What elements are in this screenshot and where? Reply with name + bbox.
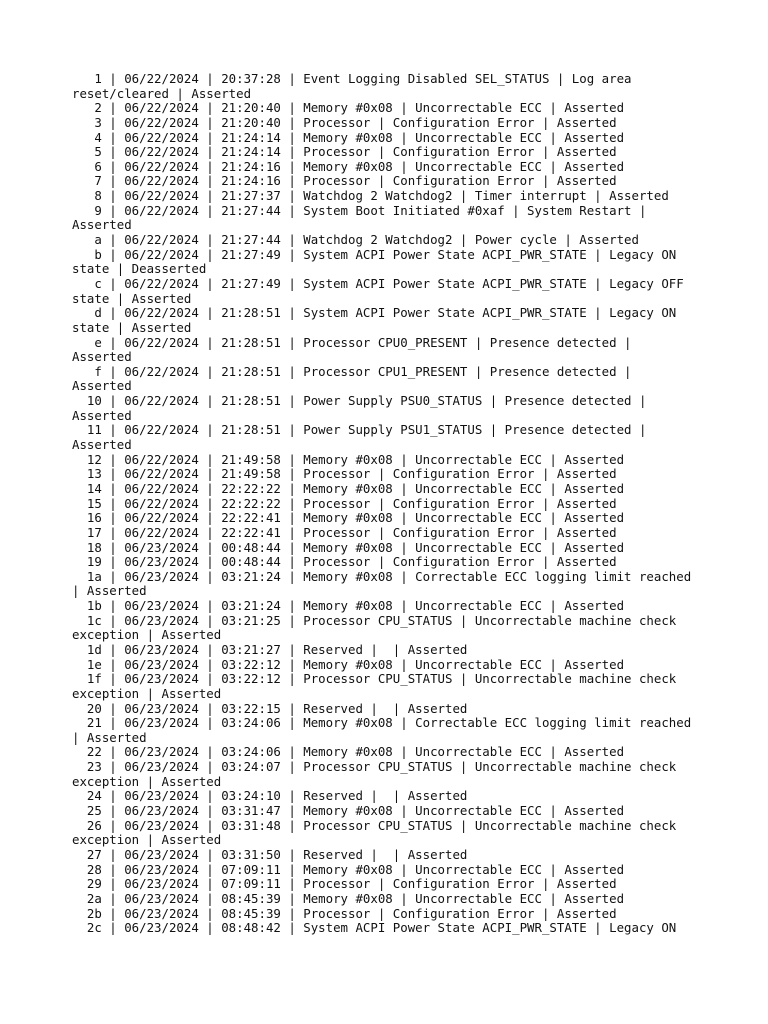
- log-line: 1f | 06/23/2024 | 03:22:12 | Processor CPU_STATUS | Uncorrectable machine check: [72, 671, 677, 687]
- log-line: 13 | 06/22/2024 | 21:49:58 | Processor | Configuration Error | Asserted: [72, 466, 617, 482]
- log-line: reset/cleared | Asserted: [72, 85, 252, 101]
- log-line: e | 06/22/2024 | 21:28:51 | Processor CPU0_PRESENT | Presence detected |: [72, 334, 632, 350]
- log-line: exception | Asserted: [72, 773, 222, 789]
- log-line: f | 06/22/2024 | 21:28:51 | Processor CPU1_PRESENT | Presence detected |: [72, 363, 632, 379]
- log-line: 23 | 06/23/2024 | 03:24:07 | Processor CPU_STATUS | Uncorrectable machine check: [72, 759, 677, 775]
- log-line: 10 | 06/22/2024 | 21:28:51 | Power Supply PSU0_STATUS | Presence detected |: [72, 393, 647, 409]
- log-line: Asserted: [72, 217, 132, 233]
- log-line: Asserted: [72, 437, 132, 453]
- log-line: 19 | 06/23/2024 | 00:48:44 | Processor | Configuration Error | Asserted: [72, 554, 617, 570]
- log-line: 20 | 06/23/2024 | 03:22:15 | Reserved | | Asserted: [72, 700, 468, 716]
- log-line: 25 | 06/23/2024 | 03:31:47 | Memory #0x08 | Uncorrectable ECC | Asserted: [72, 803, 625, 819]
- log-line: exception | Asserted: [72, 627, 222, 643]
- log-line: exception | Asserted: [72, 832, 222, 848]
- log-line: 26 | 06/23/2024 | 03:31:48 | Processor CPU_STATUS | Uncorrectable machine check: [72, 817, 677, 833]
- log-line: state | Asserted: [72, 290, 192, 306]
- log-line: 1a | 06/23/2024 | 03:21:24 | Memory #0x08 | Correctable ECC logging limit reached: [72, 568, 692, 584]
- log-line: 9 | 06/22/2024 | 21:27:44 | System Boot Initiated #0xaf | System Restart |: [72, 202, 647, 218]
- log-line: 1e | 06/23/2024 | 03:22:12 | Memory #0x08 | Uncorrectable ECC | Asserted: [72, 656, 625, 672]
- log-line: 1d | 06/23/2024 | 03:21:27 | Reserved | | Asserted: [72, 641, 468, 657]
- log-line: 4 | 06/22/2024 | 21:24:14 | Memory #0x08 | Uncorrectable ECC | Asserted: [72, 129, 625, 145]
- log-line: 1b | 06/23/2024 | 03:21:24 | Memory #0x08 | Uncorrectable ECC | Asserted: [72, 598, 625, 614]
- log-line: 1c | 06/23/2024 | 03:21:25 | Processor CPU_STATUS | Uncorrectable machine check: [72, 612, 677, 628]
- log-line: Asserted: [72, 378, 132, 394]
- log-line: c | 06/22/2024 | 21:27:49 | System ACPI Power State ACPI_PWR_STATE | Legacy OFF: [72, 275, 684, 291]
- log-line: exception | Asserted: [72, 685, 222, 701]
- log-line: 2b | 06/23/2024 | 08:45:39 | Processor | Configuration Error | Asserted: [72, 905, 617, 921]
- log-line: 8 | 06/22/2024 | 21:27:37 | Watchdog 2 Watchdog2 | Timer interrupt | Asserted: [72, 188, 669, 204]
- log-line: 1 | 06/22/2024 | 20:37:28 | Event Logging Disabled SEL_STATUS | Log area: [72, 71, 632, 86]
- log-line: b | 06/22/2024 | 21:27:49 | System ACPI Power State ACPI_PWR_STATE | Legacy ON: [72, 246, 677, 262]
- log-line: | Asserted: [72, 729, 147, 745]
- log-line: 3 | 06/22/2024 | 21:20:40 | Processor | Configuration Error | Asserted: [72, 114, 617, 130]
- log-line: | Asserted: [72, 583, 147, 599]
- log-line: 6 | 06/22/2024 | 21:24:16 | Memory #0x08 | Uncorrectable ECC | Asserted: [72, 158, 625, 174]
- log-line: 15 | 06/22/2024 | 22:22:22 | Processor | Configuration Error | Asserted: [72, 495, 617, 511]
- log-line: Asserted: [72, 349, 132, 365]
- log-line: 2c | 06/23/2024 | 08:48:42 | System ACPI Power State ACPI_PWR_STATE | Legacy ON: [72, 920, 677, 936]
- log-line: 14 | 06/22/2024 | 22:22:22 | Memory #0x08 | Uncorrectable ECC | Asserted: [72, 480, 625, 496]
- log-line: 28 | 06/23/2024 | 07:09:11 | Memory #0x08 | Uncorrectable ECC | Asserted: [72, 861, 625, 877]
- log-line: d | 06/22/2024 | 21:28:51 | System ACPI Power State ACPI_PWR_STATE | Legacy ON: [72, 305, 677, 321]
- log-line: 29 | 06/23/2024 | 07:09:11 | Processor | Configuration Error | Asserted: [72, 876, 617, 892]
- log-line: 22 | 06/23/2024 | 03:24:06 | Memory #0x08 | Uncorrectable ECC | Asserted: [72, 744, 625, 760]
- log-line: 21 | 06/23/2024 | 03:24:06 | Memory #0x08 | Correctable ECC logging limit reached: [72, 715, 692, 731]
- log-line: 16 | 06/22/2024 | 22:22:41 | Memory #0x08 | Uncorrectable ECC | Asserted: [72, 510, 625, 526]
- log-line: 11 | 06/22/2024 | 21:28:51 | Power Supply PSU1_STATUS | Presence detected |: [72, 422, 647, 438]
- log-line: 7 | 06/22/2024 | 21:24:16 | Processor | Configuration Error | Asserted: [72, 173, 617, 189]
- log-line: 5 | 06/22/2024 | 21:24:14 | Processor | Configuration Error | Asserted: [72, 144, 617, 160]
- log-line: a | 06/22/2024 | 21:27:44 | Watchdog 2 Watchdog2 | Power cycle | Asserted: [72, 232, 639, 248]
- log-line: 2a | 06/23/2024 | 08:45:39 | Memory #0x08 | Uncorrectable ECC | Asserted: [72, 890, 625, 906]
- log-line: 24 | 06/23/2024 | 03:24:10 | Reserved | | Asserted: [72, 788, 468, 804]
- log-line: state | Asserted: [72, 319, 192, 335]
- log-line: 2 | 06/22/2024 | 21:20:40 | Memory #0x08 | Uncorrectable ECC | Asserted: [72, 100, 625, 116]
- sel-event-log: [72, 72, 712, 936]
- log-line: 12 | 06/22/2024 | 21:49:58 | Memory #0x08 | Uncorrectable ECC | Asserted: [72, 451, 625, 467]
- log-line: state | Deasserted: [72, 261, 207, 277]
- log-line: Asserted: [72, 407, 132, 423]
- log-line: 17 | 06/22/2024 | 22:22:41 | Processor | Configuration Error | Asserted: [72, 524, 617, 540]
- log-line: 27 | 06/23/2024 | 03:31:50 | Reserved | | Asserted: [72, 846, 468, 862]
- log-line: 18 | 06/23/2024 | 00:48:44 | Memory #0x08 | Uncorrectable ECC | Asserted: [72, 539, 625, 555]
